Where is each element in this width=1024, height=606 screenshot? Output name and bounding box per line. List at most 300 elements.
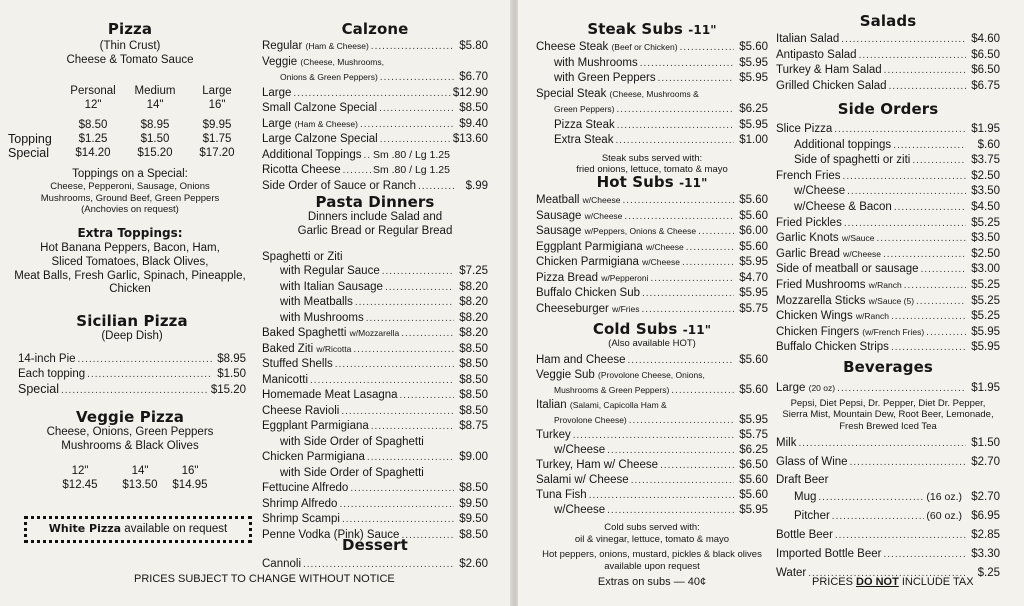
size-large: Large xyxy=(202,84,232,97)
menu-item-price: $1.00 xyxy=(739,134,768,146)
menu-item xyxy=(776,184,1000,200)
menu-item-name: Large (Ham & Cheese) xyxy=(262,117,358,130)
menu-item-name: with Side Order of Spaghetti xyxy=(280,466,424,479)
menu-item xyxy=(536,240,768,256)
menu-item-name: French Fries xyxy=(776,169,841,182)
menu-item xyxy=(776,169,1000,185)
leader-dots xyxy=(686,241,734,256)
steak-list xyxy=(536,40,768,149)
menu-item-price: $5.95 xyxy=(739,504,768,517)
menu-item-price: $6.50 xyxy=(739,459,768,472)
menu-item-name: Chicken Wings w/Ranch xyxy=(776,310,889,323)
extra-toppings-list: Hot Banana Peppers, Bacon, Ham, xyxy=(40,241,220,254)
extra-toppings-list: Meat Balls, Fresh Garlic, Spinach, Pineapple, xyxy=(14,269,246,282)
menu-item-price: $6.50 xyxy=(971,48,1000,61)
menu-item: Special ..... $15.20 xyxy=(18,382,246,398)
cold-note: oil & vinegar, lettuce, tomato & mayo xyxy=(574,533,730,545)
menu-item-price: $8.50 xyxy=(459,404,488,417)
menu-item-price: $8.50 xyxy=(459,373,488,386)
pizza-row-label: Topping xyxy=(8,131,52,146)
menu-item xyxy=(536,118,768,134)
leader-dots xyxy=(629,413,734,428)
leader-dots xyxy=(926,326,966,341)
menu-item-price: $12.90 xyxy=(452,86,488,99)
menu-item-price: $5.95 xyxy=(739,256,768,268)
menu-item xyxy=(776,434,1000,453)
menu-item-name: Mozzarella Sticks w/Sauce (5) xyxy=(776,294,915,307)
menu-item-price: $5.95 xyxy=(739,118,768,131)
menu-item xyxy=(536,368,768,383)
menu-item xyxy=(262,435,488,451)
leader-dots xyxy=(355,296,454,311)
menu-item-price: $9.40 xyxy=(459,117,488,130)
menu-item xyxy=(262,39,488,55)
leader-dots xyxy=(884,64,966,79)
menu-item-name: with Meatballs xyxy=(280,296,353,309)
steak-subs-section xyxy=(536,20,768,175)
leader-dots xyxy=(859,49,966,64)
leader-dots xyxy=(631,473,734,488)
leader-dots xyxy=(841,33,966,48)
hot-subs-section xyxy=(536,173,768,317)
menu-item-price: $9.50 xyxy=(459,513,488,526)
cold-also-hot: (Also available HOT) xyxy=(608,338,696,349)
menu-item xyxy=(262,311,488,327)
beverage-flavors: Pepsi, Diet Pepsi, Dr. Pepper, Diet Dr. Pepper, xyxy=(790,397,986,409)
menu-item-name: Large Calzone Special xyxy=(262,133,378,145)
leader-dots xyxy=(680,41,734,56)
size-medium-inch: 14" xyxy=(146,98,164,111)
white-pizza-box: White Pizza available on request xyxy=(24,516,252,543)
pizza-price-grid xyxy=(8,84,252,112)
menu-item xyxy=(536,87,768,103)
menu-item-price: $8.20 xyxy=(459,327,488,340)
menu-item-price: $8.50 xyxy=(459,389,488,402)
menu-item-price: $3.50 xyxy=(971,185,1000,198)
menu-item-name: Eggplant Parmigiana w/Cheese xyxy=(536,240,684,253)
menu-item-name: Grilled Chicken Salad xyxy=(776,79,887,92)
menu-item xyxy=(776,340,1000,356)
menu-item xyxy=(776,325,1000,341)
leader-dots xyxy=(682,256,734,271)
leader-dots xyxy=(641,303,734,318)
leader-dots xyxy=(628,353,735,368)
menu-right-page xyxy=(518,0,1024,606)
menu-item-name: Mushrooms & Green Peppers) xyxy=(554,385,670,396)
menu-item-price: $5.60 xyxy=(739,194,768,206)
menu-item xyxy=(262,132,488,148)
menu-item-price: $.60 xyxy=(977,138,1000,151)
menu-item xyxy=(776,309,1000,325)
menu-item-name: Chicken Parmigiana xyxy=(262,451,365,464)
leader-dots xyxy=(400,389,454,404)
pasta-sub: Garlic Bread or Regular Bread xyxy=(297,224,453,237)
leader-dots xyxy=(382,265,454,280)
salads-title: Salads xyxy=(859,12,917,30)
leader-dots xyxy=(379,102,454,117)
menu-item-price: $8.20 xyxy=(459,296,488,309)
pasta-sub: Dinners include Salad and xyxy=(307,211,443,223)
menu-item xyxy=(262,295,488,311)
menu-item-price: $8.50 xyxy=(459,102,488,114)
sicilian-section xyxy=(18,312,246,398)
cold-list xyxy=(536,353,768,518)
menu-item-name: Garlic Bread w/Cheese xyxy=(776,247,881,260)
sicilian-title: Sicilian Pizza xyxy=(76,312,188,330)
menu-item-price: $1.50 xyxy=(971,436,1000,449)
menu-item: 14-inch Pie ..... $8.95 xyxy=(18,352,246,367)
menu-item xyxy=(776,63,1000,79)
pizza-section xyxy=(8,20,252,297)
menu-item xyxy=(776,278,1000,294)
menu-item-name: with Side Order of Spaghetti xyxy=(280,435,424,448)
leader-dots xyxy=(310,374,454,389)
menu-item xyxy=(776,507,1000,526)
leader-dots xyxy=(418,180,454,195)
cold-note: Cold subs served with: xyxy=(604,522,700,534)
extra-toppings-list: Sliced Tomatoes, Black Olives, xyxy=(51,255,209,268)
menu-item xyxy=(262,101,488,117)
side-orders-title: Side Orders xyxy=(837,100,939,118)
menu-item-name: w/Cheese xyxy=(554,444,606,457)
leader-dots xyxy=(650,272,734,287)
menu-item-price: $8.75 xyxy=(459,420,488,433)
menu-item xyxy=(262,179,488,195)
menu-item-price: $5.25 xyxy=(971,278,1000,291)
menu-item-name: Side of spaghetti or ziti xyxy=(794,154,911,167)
menu-column-1 xyxy=(8,0,252,606)
beverage-flavors: Sierra Mist, Mountain Dew, Root Beer, Lemonade, xyxy=(782,409,994,421)
menu-item-name: Small Calzone Special xyxy=(262,102,378,114)
menu-item-name: Additional toppings xyxy=(794,138,892,151)
menu-item-name: Homemade Meat Lasagna xyxy=(262,389,398,402)
pizza-row-label xyxy=(8,118,62,132)
leader-dots xyxy=(844,217,966,232)
menu-item-name: Special Steak (Cheese, Mushrooms & xyxy=(536,87,699,100)
menu-item xyxy=(262,148,488,164)
leader-dots xyxy=(894,201,966,216)
leader-dots xyxy=(343,164,371,179)
menu-item xyxy=(536,224,768,240)
side-orders-section xyxy=(776,100,1000,356)
menu-item-name: Imported Bottle Beer xyxy=(776,547,882,560)
menu-item xyxy=(536,209,768,225)
menu-item-price: $6.50 xyxy=(971,64,1000,76)
menu-item-size: Sm .80 / Lg 1.25 xyxy=(372,148,450,161)
leader-dots xyxy=(883,248,966,263)
menu-item-price: $2.50 xyxy=(971,169,1000,182)
menu-item-price: $5.95 xyxy=(971,325,1000,338)
menu-item-name: with Italian Sausage xyxy=(280,280,383,293)
menu-item-name: Turkey xyxy=(536,429,571,442)
beverages-section xyxy=(776,358,1000,583)
menu-column-2 xyxy=(262,0,510,606)
menu-item-name: Veggie (Cheese, Mushrooms, xyxy=(262,55,385,68)
menu-item xyxy=(262,326,488,342)
menu-item-name: Shrimp Scampi xyxy=(262,513,340,526)
menu-item xyxy=(262,70,488,86)
footer-tax-notice: PRICES DO NOT INCLUDE TAX xyxy=(812,576,974,588)
leader-dots xyxy=(832,508,925,526)
leader-dots xyxy=(589,488,734,503)
menu-item xyxy=(776,122,1000,138)
cold-note: Hot peppers, onions, mustard, pickles & black olives xyxy=(542,549,762,561)
leader-dots xyxy=(364,149,371,164)
leader-dots xyxy=(671,383,734,398)
leader-dots xyxy=(642,287,734,302)
menu-item xyxy=(536,398,768,413)
menu-item-name: with Mushrooms xyxy=(280,311,364,324)
menu-item-price: $2.70 xyxy=(971,490,1000,503)
menu-item-name: Side Order of Sauce or Ranch xyxy=(262,179,417,192)
menu-item-price: $5.25 xyxy=(971,294,1000,307)
pasta-list xyxy=(262,264,488,543)
menu-item xyxy=(262,512,488,528)
menu-item-name: Large xyxy=(262,86,292,99)
sicilian-subtitle: (Deep Dish) xyxy=(101,330,163,342)
menu-item-price: $4.60 xyxy=(971,33,1000,45)
veggie-price-grid: 12" 14" 16" $12.45 $13.50 $14.95 xyxy=(62,464,208,491)
leader-dots xyxy=(573,428,734,443)
menu-item xyxy=(536,353,768,368)
menu-column-4 xyxy=(776,0,1022,606)
menu-item-price: $2.70 xyxy=(971,455,1000,468)
menu-item-name: Turkey, Ham w/ Cheese xyxy=(536,459,659,472)
menu-item xyxy=(776,453,1000,472)
size-personal-inch: 12" xyxy=(84,98,102,111)
leader-dots xyxy=(367,451,454,466)
special-toppings-list: Mushrooms, Ground Beef, Green Peppers xyxy=(40,192,220,204)
menu-item-name: Chicken Parmigiana w/Cheese xyxy=(536,256,680,268)
leader-dots xyxy=(385,281,454,296)
extra-toppings-list: Chicken xyxy=(109,283,151,296)
menu-item xyxy=(536,473,768,488)
menu-item-name: Slice Pizza xyxy=(776,123,833,135)
menu-item xyxy=(536,102,768,118)
pizza-sauce: Cheese & Tomato Sauce xyxy=(66,53,194,66)
menu-item-name: Pitcher xyxy=(794,509,830,522)
pizza-price-rows xyxy=(8,118,252,160)
menu-item xyxy=(536,133,768,149)
extra-toppings-heading: Extra Toppings: xyxy=(77,225,183,240)
menu-item-name: Garlic Knots w/Sauce xyxy=(776,232,875,245)
menu-item-name: Fettucine Alfredo xyxy=(262,482,349,495)
leader-dots xyxy=(904,279,966,294)
menu-item-price: $9.50 xyxy=(459,497,488,510)
leader-dots xyxy=(912,154,966,169)
menu-item xyxy=(262,404,488,420)
menu-item xyxy=(776,231,1000,247)
menu-item-price: $4.70 xyxy=(739,271,768,284)
menu-item-price: $8.50 xyxy=(459,528,488,541)
leader-dots xyxy=(371,40,454,55)
menu-item xyxy=(262,86,488,102)
size-large-inch: 16" xyxy=(208,98,226,111)
leader-dots xyxy=(891,341,966,356)
menu-item-name: Buffalo Chicken Strips xyxy=(776,341,889,354)
pizza-price: $1.75 xyxy=(202,132,232,145)
leader-dots xyxy=(847,185,966,200)
calzone-title: Calzone xyxy=(341,20,409,38)
pizza-price: $9.95 xyxy=(202,118,232,131)
leader-dots xyxy=(371,420,454,435)
menu-item-name: Milk xyxy=(776,436,797,449)
leader-dots xyxy=(876,232,966,247)
salad-list xyxy=(776,32,1000,94)
menu-item xyxy=(536,413,768,428)
steak-note: Steak subs served with: xyxy=(601,152,703,164)
menu-item xyxy=(536,193,768,209)
menu-item xyxy=(262,264,488,280)
leader-dots xyxy=(660,458,734,473)
calzone-section xyxy=(262,20,488,194)
menu-item-size: Sm .80 / Lg 1.25 xyxy=(372,164,450,176)
menu-item xyxy=(262,466,488,482)
leader-dots xyxy=(835,527,966,545)
menu-item-name: Manicotti xyxy=(262,373,309,386)
leader-dots xyxy=(624,210,734,225)
menu-item xyxy=(262,280,488,296)
menu-item xyxy=(776,32,1000,48)
pizza-price: $15.20 xyxy=(137,146,173,159)
leader-dots xyxy=(293,87,450,102)
menu-item-price: $5.95 xyxy=(971,341,1000,354)
menu-item-price: $3.30 xyxy=(971,547,1000,560)
menu-item: Each topping ..... $1.50 xyxy=(18,367,246,382)
leader-dots xyxy=(698,225,734,240)
menu-item xyxy=(536,383,768,398)
menu-item-name: Eggplant Parmigiana xyxy=(262,420,369,433)
leader-dots xyxy=(360,118,454,133)
menu-item xyxy=(262,373,488,389)
menu-item-name: Ricotta Cheese xyxy=(262,164,341,176)
menu-item xyxy=(536,503,768,518)
menu-item-price: $.25 xyxy=(977,566,1000,579)
menu-item xyxy=(536,56,768,72)
menu-item xyxy=(262,117,488,133)
leader-dots xyxy=(889,80,966,95)
leader-dots xyxy=(850,454,966,472)
menu-item-name: Water xyxy=(776,566,807,579)
hot-subs-title: Hot Subs -11" xyxy=(596,173,708,191)
pasta-heading: Spaghetti or Ziti xyxy=(262,250,343,263)
leader-dots xyxy=(350,482,454,497)
leader-dots xyxy=(658,72,734,87)
pizza-subtitle: (Thin Crust) xyxy=(99,40,161,52)
menu-item xyxy=(536,255,768,271)
menu-item-price: $8.20 xyxy=(459,280,488,293)
menu-item-name: Side of meatball or sausage xyxy=(776,263,919,276)
menu-item-name: Mug xyxy=(794,490,817,503)
menu-item-name: Cheese Ravioli xyxy=(262,404,340,417)
hot-list xyxy=(536,193,768,317)
menu-item-name: w/Cheese xyxy=(794,185,846,198)
menu-item xyxy=(776,545,1000,564)
calzone-list xyxy=(262,39,488,194)
menu-item-name: Italian Salad xyxy=(776,33,840,45)
menu-item-name: Green Peppers) xyxy=(554,104,615,114)
menu-item-name: Bottle Beer xyxy=(776,528,833,541)
leader-dots xyxy=(883,546,966,564)
leader-dots xyxy=(341,405,454,420)
leader-dots xyxy=(891,310,966,325)
menu-item-name: Veggie Sub (Provolone Cheese, Onions, xyxy=(536,369,705,382)
menu-item-price: $6.25 xyxy=(739,103,768,115)
menu-item-name: Fried Mushrooms w/Ranch xyxy=(776,278,902,291)
pizza-price: $17.20 xyxy=(199,146,235,159)
menu-item-price: $6.70 xyxy=(459,71,488,83)
menu-item-name: Onions & Green Peppers) xyxy=(280,72,378,82)
menu-item-price: $.99 xyxy=(465,179,488,192)
menu-item xyxy=(262,481,488,497)
menu-item xyxy=(536,286,768,302)
menu-item-name: Fried Pickles xyxy=(776,216,842,229)
menu-item-price: $2.50 xyxy=(971,247,1000,260)
menu-item-name: w/Cheese & Bacon xyxy=(794,200,892,213)
menu-item-price: $5.60 xyxy=(739,354,768,367)
menu-item xyxy=(776,526,1000,545)
leader-dots xyxy=(616,103,734,118)
menu-item-name: w/Cheese xyxy=(554,504,606,517)
menu-item-name: Baked Ziti w/Ricotta xyxy=(262,342,352,355)
menu-item-name: Baked Spaghetti w/Mozzarella xyxy=(262,327,400,340)
leader-dots xyxy=(607,443,734,458)
menu-item-size: (60 oz.) xyxy=(926,509,962,522)
pizza-title: Pizza xyxy=(107,20,153,38)
side-list xyxy=(776,122,1000,356)
size-personal: Personal xyxy=(70,84,116,97)
pizza-price: $8.95 xyxy=(140,118,170,131)
leader-dots xyxy=(640,57,734,72)
menu-item-price: $5.95 xyxy=(739,414,768,427)
leader-dots xyxy=(921,263,966,278)
menu-item-name: Regular (Ham & Cheese) xyxy=(262,40,369,52)
menu-item-name: Sausage w/Cheese xyxy=(536,209,623,222)
special-toppings-note: (Anchovies on request) xyxy=(81,204,179,216)
menu-item xyxy=(776,200,1000,216)
veggie-title: Veggie Pizza xyxy=(76,408,184,426)
menu-item xyxy=(262,342,488,358)
menu-item-name: Antipasto Salad xyxy=(776,48,857,61)
menu-item xyxy=(262,357,488,373)
menu-item xyxy=(262,163,488,179)
cold-subs-section xyxy=(536,320,768,589)
menu-item-price: $13.60 xyxy=(452,133,488,145)
menu-item-name: Turkey & Ham Salad xyxy=(776,64,882,76)
cold-subs-title: Cold Subs -11" xyxy=(592,320,712,338)
cold-note: available upon request xyxy=(604,560,700,572)
menu-item-name: Italian (Salami, Capicolla Ham & xyxy=(536,399,667,412)
pasta-title: Pasta Dinners xyxy=(315,193,435,211)
menu-item-price: $3.75 xyxy=(971,154,1000,167)
menu-item xyxy=(262,497,488,513)
menu-item-price: $5.60 xyxy=(739,384,768,397)
menu-item xyxy=(536,458,768,473)
menu-item-name: Stuffed Shells xyxy=(262,358,333,371)
beverage-list xyxy=(776,434,1000,472)
menu-item xyxy=(776,48,1000,64)
draft-beer-list xyxy=(776,488,1000,526)
menu-item-price: $3.50 xyxy=(971,232,1000,245)
menu-item-name: Extra Steak xyxy=(554,134,614,146)
menu-item-price: $5.95 xyxy=(739,56,768,69)
menu-item-price: $1.95 xyxy=(971,123,1000,135)
menu-item-price: $8.50 xyxy=(459,358,488,371)
menu-item-price: $5.60 xyxy=(739,474,768,487)
menu-item xyxy=(536,302,768,318)
menu-item xyxy=(536,71,768,87)
menu-item-name: Sausage w/Peppers, Onions & Cheese xyxy=(536,225,697,237)
